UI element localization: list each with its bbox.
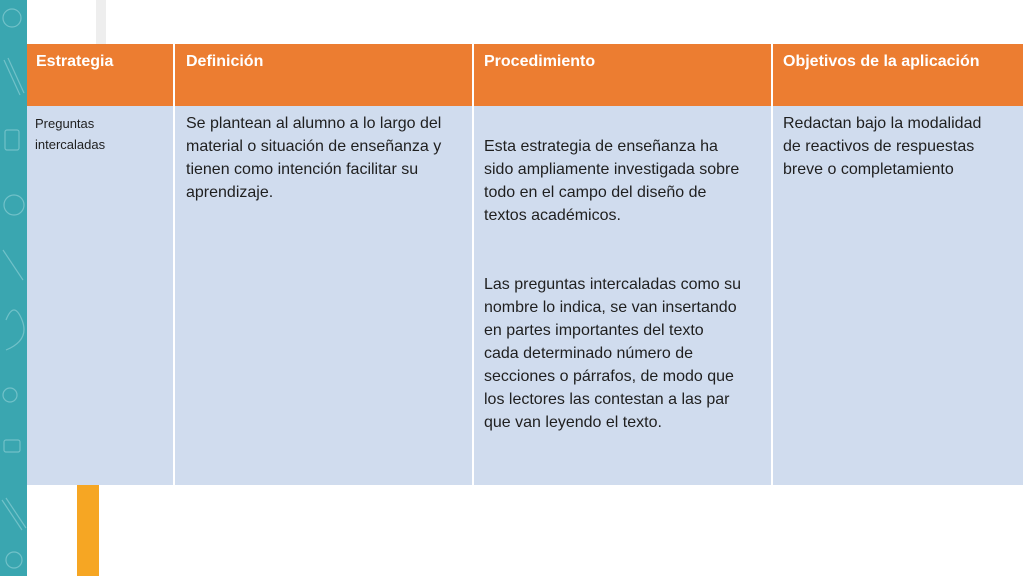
strategy-table [27, 44, 1023, 485]
header-definicion: Definición [186, 53, 264, 70]
header-estrategia: Estrategia [36, 53, 114, 70]
decorative-side-strip [0, 0, 27, 576]
column-divider [472, 44, 474, 106]
table-row [27, 106, 1023, 485]
cell-definicion: Se plantean al alumno a lo largo del material o situación de enseñanza y tienen como intención facilitar su aprendizaje. [186, 115, 442, 201]
cell-estrategia: Preguntas intercaladas [35, 116, 106, 152]
cell-procedimiento [484, 112, 769, 457]
header-procedimiento: Procedimiento [484, 53, 596, 70]
table-header-row [27, 44, 1023, 106]
column-divider [173, 44, 175, 106]
header-objetivos: Objetivos de la aplicación [783, 53, 980, 70]
column-divider [173, 106, 175, 485]
decorative-orange-bar [77, 470, 99, 576]
decorative-gray-bar [96, 0, 106, 48]
school-doodles-pattern [0, 0, 27, 576]
column-divider [771, 106, 773, 485]
cell-objetivos: Redactan bajo la modalidad de reactivos de respuestas breve o completamiento [783, 115, 982, 178]
column-divider [771, 44, 773, 106]
column-divider [472, 106, 474, 485]
procedimiento-paragraph-2: Las preguntas intercaladas como su nombre lo indica, se van insertando en partes importantes del texto cada determinado número de secciones o párrafos, de modo que los lectores las contestan a las par que van leyendo el texto. [484, 276, 742, 431]
procedimiento-paragraph-1: Esta estrategia de enseñanza ha sido ampliamente investigada sobre todo en el campo del diseño de textos académicos. [484, 138, 740, 224]
